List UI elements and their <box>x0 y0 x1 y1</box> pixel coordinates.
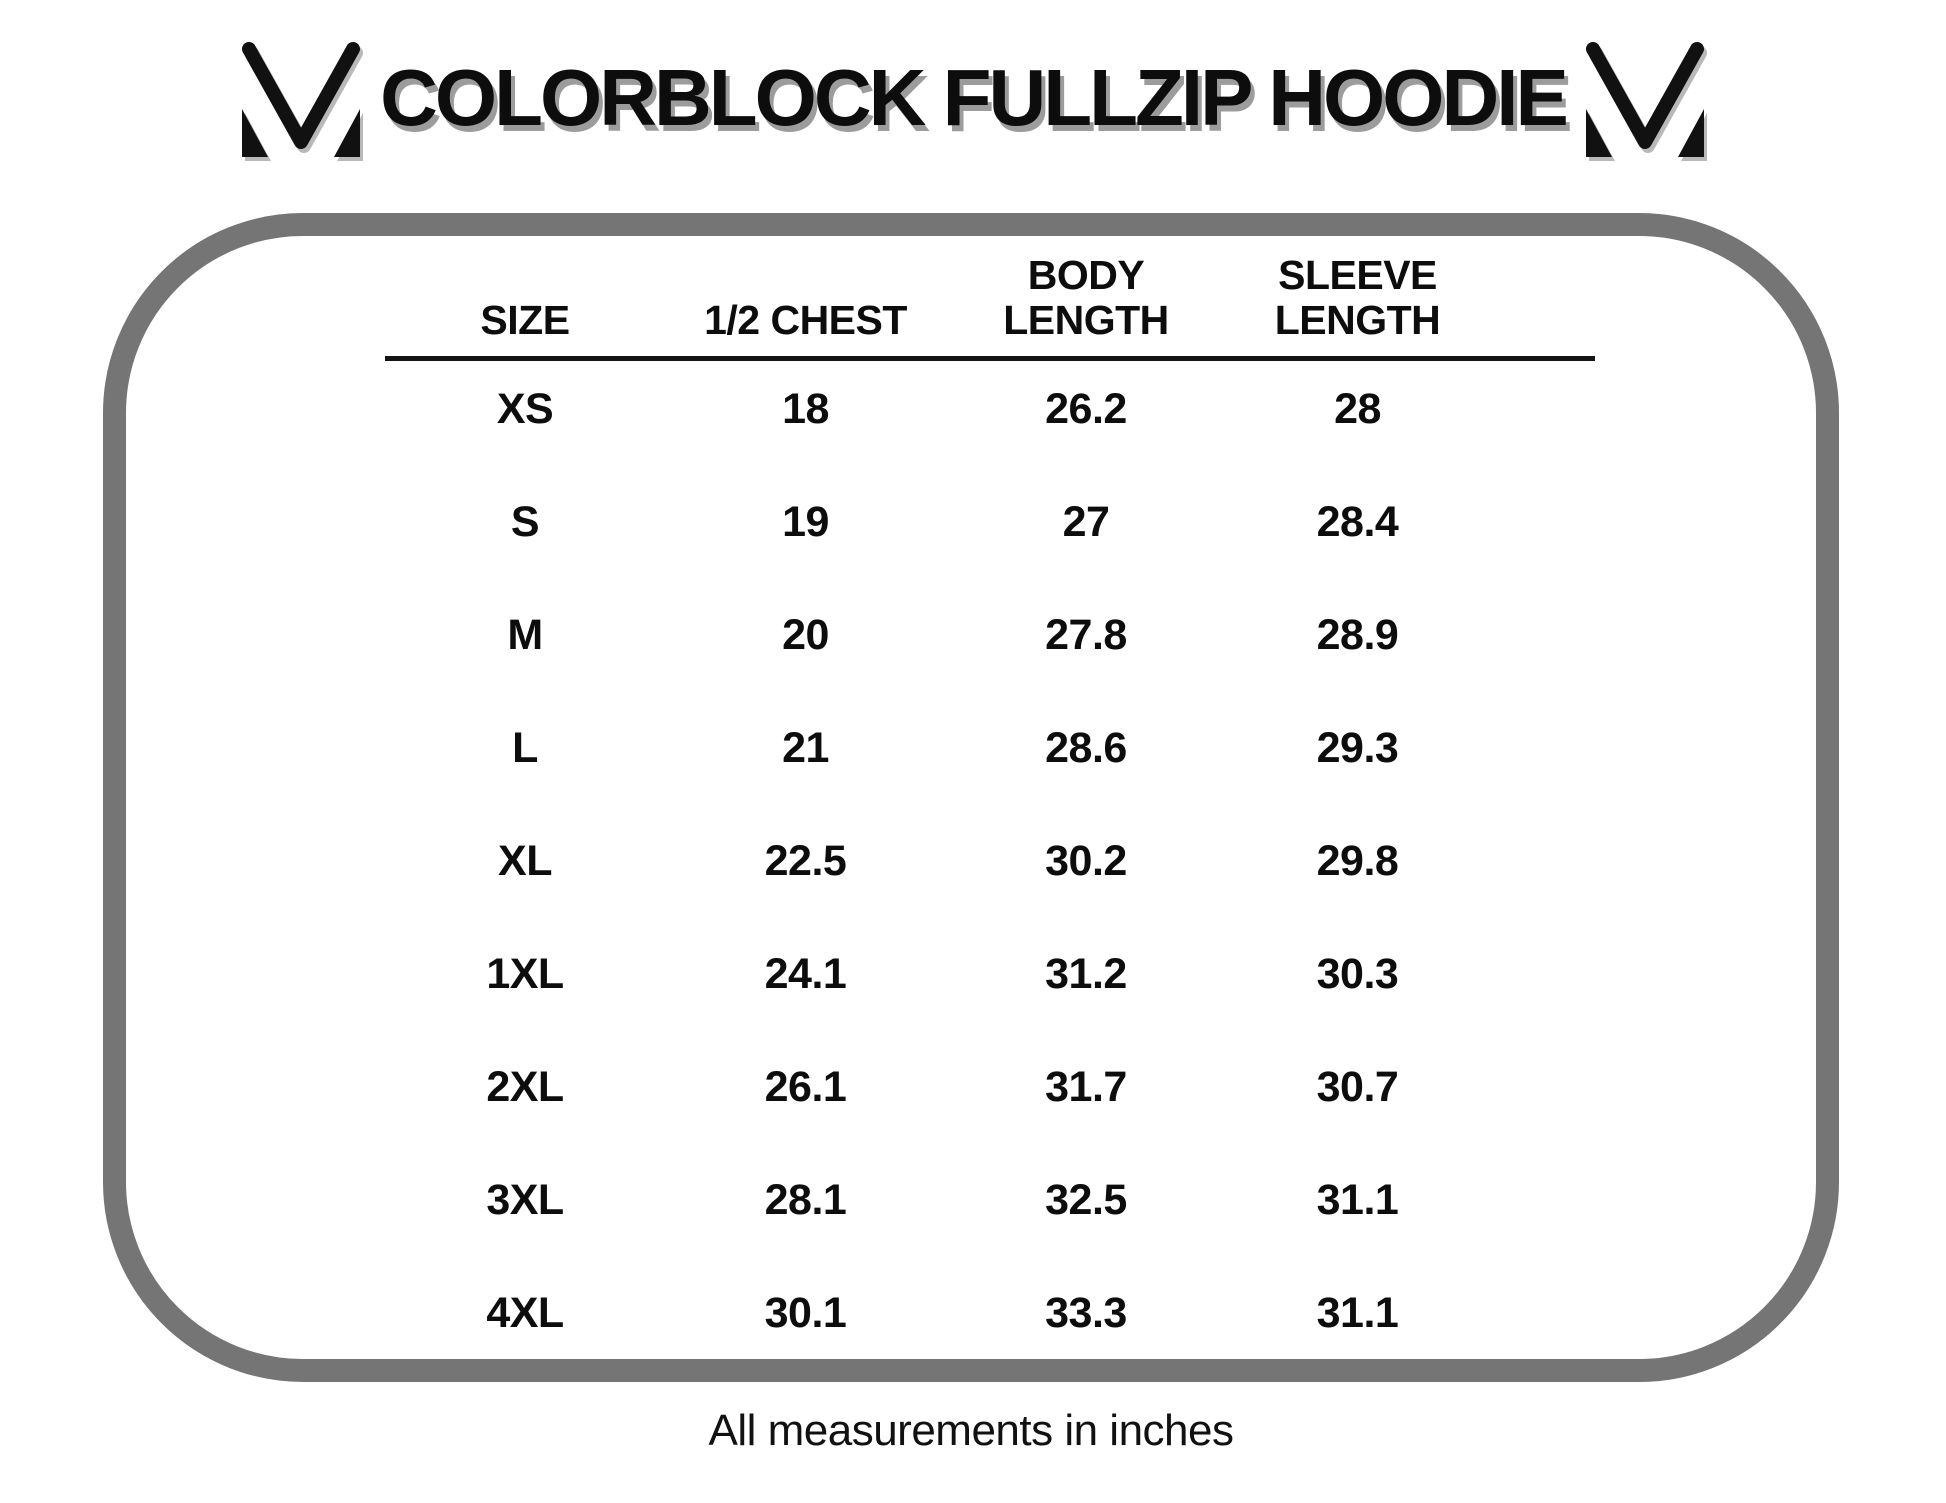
measurement-value-chest: 19 <box>782 498 829 546</box>
measurement-value-sleeve: 28 <box>1334 385 1381 433</box>
brand-monogram-icon <box>1580 37 1710 159</box>
column-header-body: BODY LENGTH <box>1003 252 1169 343</box>
size-label: S <box>510 498 540 546</box>
page-title: COLORBLOCK FULLZIP HOODIE <box>380 53 1566 142</box>
measurement-value-chest: 26.1 <box>764 1063 847 1111</box>
measurement-value-chest: 22.5 <box>764 837 847 885</box>
measurement-value-body: 26.2 <box>1045 385 1127 433</box>
column-header-chest: 1/2 CHEST <box>704 296 907 343</box>
size-label: XS <box>496 385 554 433</box>
size-table-body <box>385 353 1489 1370</box>
measurement-value-sleeve: 31.1 <box>1316 1176 1399 1224</box>
size-label: L <box>512 724 538 772</box>
measurement-value-sleeve: 30.3 <box>1316 950 1399 998</box>
measurement-value-chest: 28.1 <box>764 1176 847 1224</box>
measurement-value-body: 27 <box>1062 498 1110 546</box>
measurement-value-body: 31.7 <box>1045 1063 1127 1111</box>
size-table-header <box>385 230 1489 352</box>
measurement-value-body: 32.5 <box>1045 1176 1127 1224</box>
size-label: 1XL <box>486 950 564 998</box>
measurement-value-sleeve: 31.1 <box>1316 1289 1399 1337</box>
column-header-size: SIZE <box>480 296 570 343</box>
measurement-value-sleeve: 30.7 <box>1316 1063 1399 1111</box>
size-label: M <box>507 611 543 659</box>
measurement-value-sleeve: 28.4 <box>1316 498 1399 546</box>
measurement-value-chest: 21 <box>782 724 829 772</box>
size-label: XL <box>498 837 552 885</box>
size-label: 4XL <box>486 1289 564 1337</box>
measurement-value-body: 27.8 <box>1045 611 1127 659</box>
brand-monogram-icon <box>236 37 366 159</box>
measurement-value-chest: 18 <box>782 385 829 433</box>
measurement-value-sleeve: 28.9 <box>1316 611 1399 659</box>
measurement-value-chest: 24.1 <box>764 950 847 998</box>
header-row <box>0 28 1946 168</box>
measurement-value-chest: 30.1 <box>764 1289 847 1337</box>
measurement-value-sleeve: 29.8 <box>1316 837 1399 885</box>
column-header-sleeve: SLEEVE LENGTH <box>1274 252 1441 343</box>
footer-note: All measurements in inches <box>708 1406 1234 1455</box>
measurement-value-body: 33.3 <box>1045 1289 1127 1337</box>
size-label: 2XL <box>486 1063 564 1111</box>
measurement-value-body: 31.2 <box>1045 950 1127 998</box>
measurement-value-body: 30.2 <box>1045 837 1127 885</box>
measurement-value-body: 28.6 <box>1045 724 1127 772</box>
size-label: 3XL <box>486 1176 564 1224</box>
measurement-value-chest: 20 <box>782 611 829 659</box>
measurement-value-sleeve: 29.3 <box>1316 724 1399 772</box>
